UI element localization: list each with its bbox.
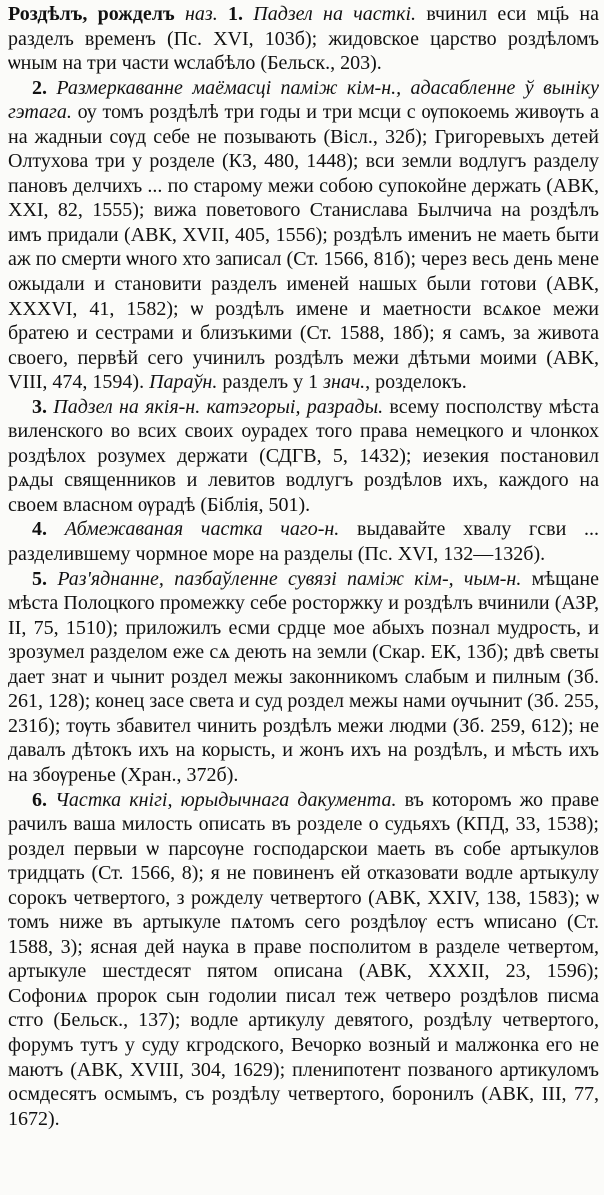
compare-sense-label: знач. [323, 371, 366, 394]
sense-number: 4. [32, 518, 47, 541]
sense-definition: Частка кнігі, юрыдычнага дакумента. [55, 788, 397, 811]
part-of-speech: наз. [174, 3, 218, 25]
sense-4 [8, 517, 599, 566]
sense-citations: вчинил еси мц҃ь на разделъ временъ (Пс. XVI, 103б); жидовское царство роздѣломъ ѡным на три части ѡслабѣло (Бельск., 203). [8, 3, 600, 75]
sense-definition: Раз'яднанне, пазбаўленне сувязі паміж кім-, чым-н. [57, 567, 522, 590]
compare-text: разделъ у 1 [217, 371, 324, 394]
sense-citations: выдавайте хвалу гсви ... разделившему чормное море на разделы (Пс. XVI, 132—132б). [8, 518, 599, 566]
headword: Роздѣлъ, рожделъ [8, 3, 175, 25]
sense-citations: оу томъ роздѣлѣ три годы и три мсци с ѹпокоемь живѹть а на жадныи сѹд себе не позывають (Вісл., 32б); Григоревыхъ детей Олтухова три у розделе (КЗ, 480, 1448); вси земли водлугъ разделу пановъ делчихъ ... по старому межи собою супокойне держать (АВК, XXI, 82, 1555); вижа поветового Станислава Былчича на роздѣлъ имъ придали (АВК, XVII, 405, 1556); роздѣлъ имениъ не маеть быти аж по смерти ѡного хто записал (Ст. 1566, 81б); через весь день мене ожыдали и становити разделъ именей нашых были готови (АВК, XXXVI, 41, 1582); ѡ роздѣлъ имене и маетности всѧкое межи братею и сестрами и близъкими (Ст. 1588, 18б); я самъ, за живота своего, первѣй сего учинилъ роздѣлъ межи дѣтьми моими (АВК, VIII, 474, 1594). [8, 101, 599, 394]
sense-citations: въ которомъ жо праве рачилъ ваша милость описать въ розделе о судьяхъ (КПД, 33, 1538); роздел первыи ѡ парсѹне господарскои маеть въ собе артыкулов тридцать (Ст. 1566, 8); я не повиненъ ей отказовати водле артыкулу сорокъ четвертого, з рожделу четвертого (АВК, XXIV, 138, 1583); ѡ томъ ниже въ артыкуле пѧтомъ сего роздѣлѹ естъ ѡписано (Ст. 1588, 3); ясная дей наука в праве посполитом в разделе четвертом, артыкуле шестдесят пятом описана (АВК, XXXII, 23, 1596); Софониѧ пророк сын годолии писал теж четверо роздѣлов писма стго (Бельск., 137); водле артикулу девятого, роздѣлу четвертого, форумъ тутъ у суду кгродского, Вечорко возный и малжонка его не маютъ (АВК, XVIII, 304, 1629); пленипотент позваного артикуломъ осмдесятъ осмымъ, съ роздѣлу четвертого, боронилъ (АВК, III, 77, 1672). [8, 788, 599, 1130]
sense-number: 3. [32, 395, 47, 418]
sense-definition: Падзел на часткі. [253, 3, 417, 25]
sense-citations: мѣщане мѣста Полоцкого промежку себе росторжку и роздѣлъ вчинили (АЗР, II, 75, 1510); приложилъ есми срдце мое абыхъ познал мудрость, и зрозумел разделом еже сѧ деють на земли (Скар. ЕК, 13б); двѣ светы дает знат и чынит роздел межы законникомъ слабым и пилным (Зб. 261, 128); конец засе света и суд роздел межы нами ѹчынит (Зб. 255, 231б); тѹть збавител чинить роздѣлъ межи людми (Зб. 259, 612); не давалъ дѣтокъ ихъ на корысть, и жонъ ихъ на роздѣлъ, и мѣсть ихъ на збѹренье (Хран., 372б). [8, 567, 600, 786]
sense-definition: Размеркаванне маёмасці паміж кім-н., адасабленне ў выніку гэтага. [8, 76, 600, 124]
sense-number: 6. [32, 788, 47, 811]
sense-number: 5. [32, 567, 47, 590]
sense-number: 2. [32, 76, 47, 99]
sense-2 [8, 76, 599, 395]
sense-citations: всему посполству мѣста виленского во всих своих оурадех того права немецкого и члонкох роздѣлох розумех держати (СДГВ, 5, 1432); иезекия постановил рѧды священников и левитов водлугъ роздѣлов ихъ, каждого на своем власном ѹрадѣ (Біблія, 501). [8, 395, 600, 516]
sense-5 [8, 567, 599, 788]
sense-6 [8, 788, 599, 1132]
sense-3 [8, 395, 599, 518]
sense-definition: Абмежаваная частка чаго-н. [64, 518, 340, 541]
sense-number: 1. [228, 3, 243, 25]
sense-definition: Падзел на якія-н. катэгорыі, разрады. [53, 395, 384, 418]
compare-text-end: , розделокъ. [365, 371, 467, 394]
compare-label: Параўн. [144, 371, 218, 394]
sense-1 [8, 2, 599, 76]
